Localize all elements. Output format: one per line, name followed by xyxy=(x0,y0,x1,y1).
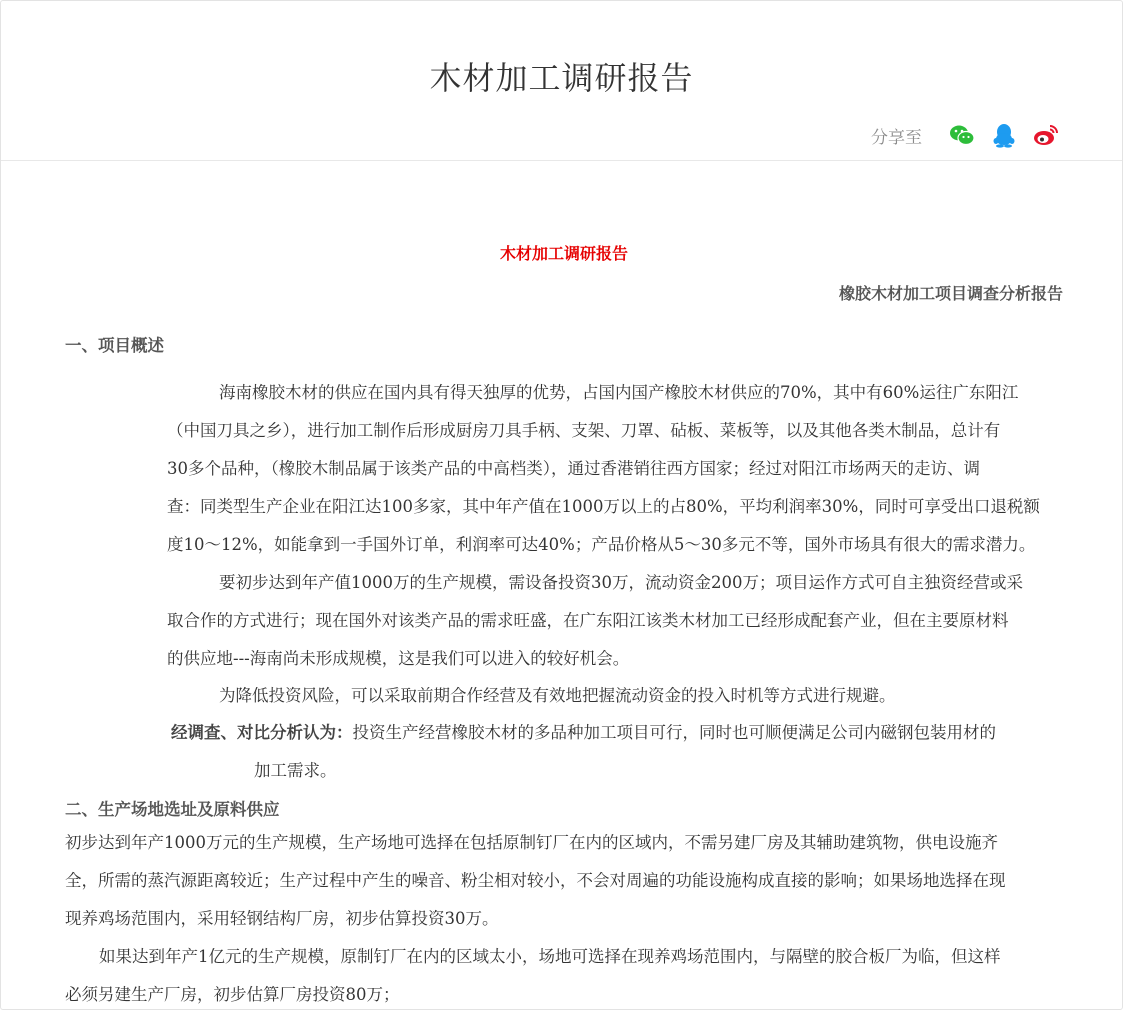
share-bar xyxy=(871,121,1060,149)
conclusion-text: 投资生产经营橡胶木材的多品种加工项目可行，同时也可顺便满足公司内磁钢包装用材的 xyxy=(352,723,996,742)
paragraph-line: 取合作的方式进行；现在国外对该类产品的需求旺盛，在广东阳江该类木材加工已经形成配套产业，但在主要原材料 xyxy=(167,611,1009,630)
paragraph-line: 如果达到年产1亿元的生产规模，原制钉厂在内的区域太小，场地可选择在现养鸡场范围内，与隔壁的胶合板厂为临，但这样 xyxy=(99,947,1001,966)
document-subtitle: 橡胶木材加工项目调查分析报告 xyxy=(838,284,1063,303)
paragraph-line: 现养鸡场范围内，采用轻钢结构厂房，初步估算投资30万。 xyxy=(65,909,499,928)
weibo-icon[interactable] xyxy=(1032,121,1060,149)
document-title: 木材加工调研报告 xyxy=(499,244,628,263)
paragraph-line: 全，所需的蒸汽源距离较近；生产过程中产生的噪音、粉尘相对较小，不会对周遍的功能设施构成直接的影响；如果场地选择在现 xyxy=(65,871,1006,890)
wechat-icon[interactable] xyxy=(948,121,976,149)
paragraph-line: 初步达到年产1000万元的生产规模，生产场地可选择在包括原制钉厂在内的区域内，不需另建厂房及其辅助建筑物，供电设施齐 xyxy=(65,833,998,852)
section-2-heading: 二、生产场地选址及原料供应 xyxy=(65,800,280,819)
paragraph-line: 必须另建生产厂房，初步估算厂房投资80万； xyxy=(65,985,400,1004)
section-2-paragraph-1 xyxy=(65,824,1063,938)
header-divider xyxy=(1,160,1122,161)
section-1-paragraph-1 xyxy=(167,374,1063,564)
paragraph-line: 的供应地---海南尚未形成规模，这是我们可以进入的较好机会。 xyxy=(167,649,630,668)
paragraph-line: 海南橡胶木材的供应在国内具有得天独厚的优势，占国内国产橡胶木材供应的70%，其中有60%运往广东阳江 xyxy=(219,383,1019,402)
paragraph-line: （中国刀具之乡），进行加工制作后形成厨房刀具手柄、支架、刀罩、砧板、菜板等，以及其他各类木制品，总计有 xyxy=(167,421,1001,440)
paragraph-line: 要初步达到年产值1000万的生产规模，需设备投资30万，流动资金200万；项目运作方式可自主独资经营或采 xyxy=(219,573,1023,592)
paragraph-line: 为降低投资风险，可以采取前期合作经营及有效地把握流动资金的投入时机等方式进行规避。 xyxy=(219,686,896,705)
conclusion-line xyxy=(171,714,996,752)
page-title: 木材加工调研报告 xyxy=(429,59,694,97)
paragraph-line: 30多个品种，（橡胶木制品属于该类产品的中高档类），通过香港销往西方国家；经过对阳江市场两天的走访、调 xyxy=(167,459,980,478)
section-1-heading: 一、项目概述 xyxy=(65,336,164,355)
conclusion-line-continued: 加工需求。 xyxy=(254,761,337,780)
qq-icon[interactable] xyxy=(990,121,1018,149)
section-1-paragraph-2 xyxy=(167,564,1063,678)
conclusion-label: 经调查、对比分析认为： xyxy=(171,723,353,742)
share-label: 分享至 xyxy=(871,127,922,148)
paragraph-line: 查：同类型生产企业在阳江达100多家，其中年产值在1000万以上的占80%，平均利润率30%，同时可享受出口退税额 xyxy=(167,497,1040,516)
section-2-paragraph-2 xyxy=(65,938,1063,1010)
section-1-paragraph-3 xyxy=(167,677,1063,715)
paragraph-line: 度10～12%，如能拿到一手国外订单，利润率可达40%；产品价格从5～30多元不等，国外市场具有很大的需求潜力。 xyxy=(167,535,1036,554)
